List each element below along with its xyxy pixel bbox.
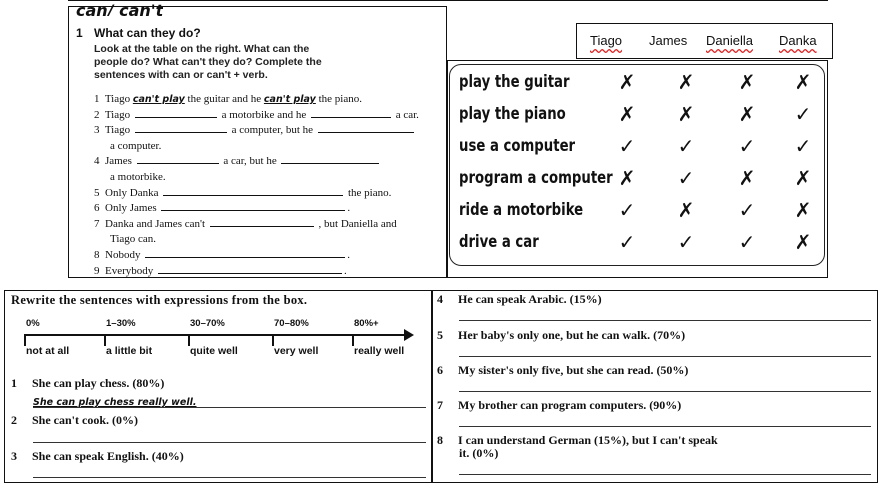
- scale-label: very well: [274, 345, 319, 357]
- scale-percent: 80%+: [354, 318, 379, 329]
- sentence-4-cont: a motorbike.: [110, 170, 166, 183]
- scale-axis-line: [24, 334, 408, 336]
- answer-blank[interactable]: [311, 116, 391, 118]
- answer-blank[interactable]: [158, 272, 342, 274]
- activity-label: ride a motorbike: [459, 200, 584, 220]
- check-mark-icon: ✓: [618, 198, 636, 222]
- answer-blank[interactable]: [281, 162, 379, 164]
- answer-line[interactable]: [459, 391, 871, 392]
- answer-line[interactable]: [33, 477, 426, 478]
- sentence-2: 2 Tiago a motorbike and he a car.: [94, 108, 419, 121]
- answer-line[interactable]: [33, 442, 426, 443]
- check-mark-icon: ✓: [677, 134, 695, 158]
- check-mark-icon: ✓: [618, 134, 636, 158]
- cross-mark-icon: ✗: [618, 70, 636, 94]
- item-2: 2 She can't cook. (0%): [11, 413, 138, 427]
- check-mark-icon: ✓: [677, 166, 695, 190]
- item-1-answer: She can play chess really well.: [33, 396, 426, 408]
- item-3: 3 She can speak English. (40%): [11, 449, 184, 463]
- cross-mark-icon: ✗: [794, 166, 812, 190]
- instruction-line: sentences with can or can't + verb.: [94, 69, 268, 81]
- instruction-line: Look at the table on the right. What can the: [94, 43, 310, 55]
- expression-scale: [22, 318, 422, 363]
- sentence-list: [94, 92, 446, 279]
- scale-arrow-icon: [404, 329, 414, 341]
- check-mark-icon: ✓: [794, 134, 812, 158]
- scale-label: really well: [354, 345, 405, 357]
- answer-blank[interactable]: [161, 209, 345, 211]
- activity-label: program a computer: [459, 168, 613, 188]
- item-6: 6 My sister's only five, but she can read. (50%): [437, 363, 689, 377]
- activity-label: use a computer: [459, 136, 576, 156]
- activity-label: play the piano: [459, 104, 566, 124]
- sentence-4: 4 James a car, but he: [94, 154, 446, 170]
- answer-blank[interactable]: [135, 116, 217, 118]
- check-mark-icon: ✓: [794, 102, 812, 126]
- sentence-8: 8 Nobody .: [94, 248, 350, 261]
- cross-mark-icon: ✗: [794, 198, 812, 222]
- activity-label: drive a car: [459, 232, 539, 252]
- item-8-cont: it. (0%): [459, 446, 499, 460]
- check-mark-icon: ✓: [677, 230, 695, 254]
- answer-blank[interactable]: [163, 194, 343, 196]
- scale-percent: 0%: [26, 318, 40, 329]
- scale-percent: 1–30%: [106, 318, 136, 329]
- answer-blank[interactable]: [210, 225, 314, 227]
- answer-line[interactable]: [459, 474, 871, 475]
- scale-label: a little bit: [106, 345, 153, 357]
- cross-mark-icon: ✗: [794, 230, 812, 254]
- answer-line[interactable]: [459, 426, 871, 427]
- answer: can't play: [263, 94, 316, 105]
- check-mark-icon: ✓: [738, 198, 756, 222]
- sentence-1: 1 Tiago can't play the guitar and he can't play the piano.: [94, 93, 362, 105]
- instruction-line: people do? What can't they do? Complete the: [94, 56, 322, 68]
- item-7: 7 My brother can program computers. (90%): [437, 398, 682, 412]
- section-title: can/ can't: [76, 4, 164, 16]
- person-name-daniella: Daniella: [706, 33, 753, 48]
- item-1: 1 She can play chess. (80%): [11, 376, 165, 390]
- answer: can't play: [132, 94, 185, 105]
- answer-blank[interactable]: [318, 131, 414, 133]
- check-mark-icon: ✓: [738, 230, 756, 254]
- cross-mark-icon: ✗: [677, 198, 695, 222]
- scale-label: not at all: [26, 345, 70, 357]
- sentence-5: 5 Only Danka the piano.: [94, 186, 392, 199]
- sentence-3: 3 Tiago a computer, but he: [94, 123, 446, 139]
- sentence-6: 6 Only James .: [94, 202, 351, 215]
- cross-mark-icon: ✗: [738, 166, 756, 190]
- person-name-danka: Danka: [779, 33, 817, 48]
- person-name-tiago: Tiago: [590, 33, 623, 48]
- exercise-number: 1: [76, 26, 83, 40]
- exercise-heading: What can they do?: [94, 26, 201, 40]
- sentence-7: 7 Danka and James can't , but Daniella and: [94, 217, 397, 230]
- cross-mark-icon: ✗: [738, 102, 756, 126]
- exercise-2-right-panel: [432, 290, 878, 483]
- person-name-james: James: [649, 33, 688, 48]
- scale-percent: 70–80%: [274, 318, 309, 329]
- cross-mark-icon: ✗: [618, 102, 636, 126]
- answer-line[interactable]: [459, 356, 871, 357]
- cross-mark-icon: ✗: [677, 102, 695, 126]
- instructions: [94, 43, 322, 82]
- check-mark-icon: ✓: [738, 134, 756, 158]
- item-8: 8 I can understand German (15%), but I can't speak: [437, 433, 718, 447]
- check-mark-icon: ✓: [618, 230, 636, 254]
- item-4: 4 He can speak Arabic. (15%): [437, 292, 602, 306]
- answer-blank[interactable]: [137, 162, 219, 164]
- scale-percent: 30–70%: [190, 318, 225, 329]
- cross-mark-icon: ✗: [677, 70, 695, 94]
- scale-label: quite well: [190, 345, 238, 357]
- answer-line[interactable]: [459, 320, 871, 321]
- exercise-2-instruction: Rewrite the sentences with expressions from the box.: [11, 293, 308, 307]
- sentence-3-cont: a computer.: [110, 139, 162, 152]
- activity-label: play the guitar: [459, 72, 570, 92]
- cross-mark-icon: ✗: [738, 70, 756, 94]
- cross-mark-icon: ✗: [794, 70, 812, 94]
- sentence-9: 9 Everybody .: [94, 264, 347, 277]
- item-5: 5 Her baby's only one, but he can walk. (70%): [437, 328, 686, 342]
- cross-mark-icon: ✗: [618, 166, 636, 190]
- answer-blank[interactable]: [145, 256, 345, 258]
- top-border-line: [68, 0, 828, 3]
- sentence-7-cont: Tiago can.: [110, 233, 157, 246]
- answer-blank[interactable]: [135, 131, 227, 133]
